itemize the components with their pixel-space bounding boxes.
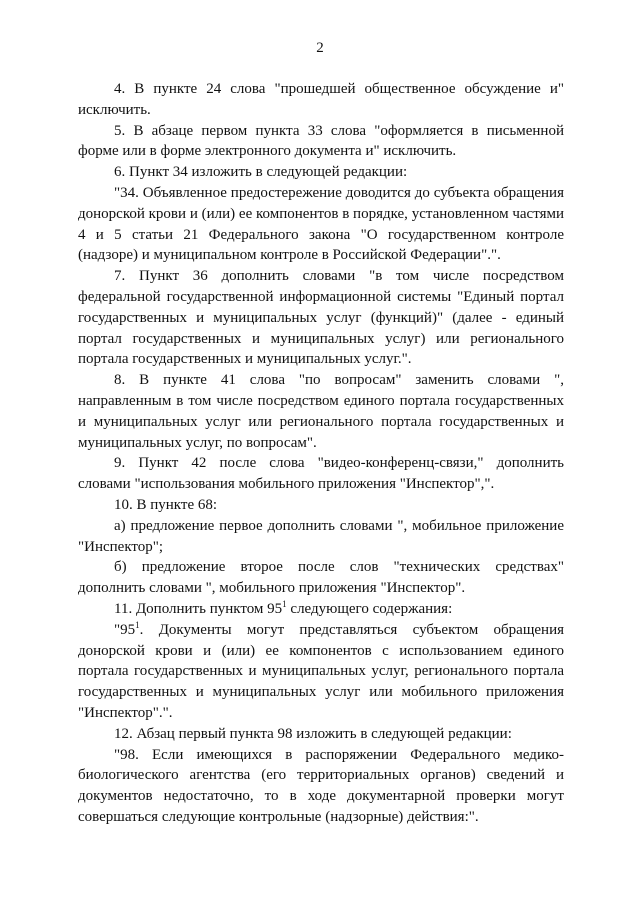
paragraph-quote-95-1	[78, 620, 564, 724]
paragraph-quote-34: "34. Объявленное предостережение доводится до субъекта обращения донорской крови и (или) ее компонентов в порядке, установленном частями 4 и 5 статьи 21 Федерального закона "О государственном контроле (надзоре) и муниципальном контроле в Российской Федерации".".	[78, 184, 564, 264]
paragraph-item-6: 6. Пункт 34 изложить в следующей редакции:	[114, 164, 408, 181]
document-body	[78, 79, 564, 828]
superscript-index: 1	[282, 598, 287, 609]
paragraph-item-10b: б) предложение второе после слов "технических средствах" дополнить словами ", мобильного приложения "Инспектор".	[78, 559, 564, 597]
paragraph-item-10a: а) предложение первое дополнить словами ", мобильное приложение "Инспектор";	[78, 517, 564, 555]
paragraph-item-8: 8. В пункте 41 слова "по вопросам" заменить словами ", направленным в том числе посредством единого портала государственных и муниципальных услуг или регионального портала государственных и муниципальных услуг, по вопросам".	[78, 372, 564, 451]
paragraph-item-11	[78, 599, 564, 620]
paragraph-text-end: . Документы могут представляться субъектом обращения донорской крови и (или) ее компонентов с использованием единого портала государственных и муниципальных услуг, регионального портала государственных и муниципальных услуг или мобильного приложения "Инспектор".".	[78, 621, 564, 721]
page-number: 2	[316, 40, 324, 56]
superscript-index: 1	[135, 619, 140, 630]
paragraph-item-9: 9. Пункт 42 после слова "видео-конференц-связи," дополнить словами "использования мобильного приложения "Инспектор",".	[78, 455, 564, 493]
paragraph-quote-98: "98. Если имеющихся в распоряжении Федерального медико-биологического агентства (его территориальных органов) сведений и документов недостаточно, то в ходе документарной проверки могут совершаться следующие контрольные (надзорные) действия:".	[78, 746, 564, 825]
paragraph-item-10: 10. В пункте 68:	[114, 496, 218, 513]
paragraph-text-start: "95	[114, 621, 136, 638]
paragraph-item-5: 5. В абзаце первом пункта 33 слова "оформляется в письменной форме или в форме электронного документа и" исключить.	[78, 122, 564, 160]
paragraph-item-4: 4. В пункте 24 слова "прошедшей общественное обсуждение и" исключить.	[78, 81, 564, 118]
paragraph-item-12: 12. Абзац первый пункта 98 изложить в следующей редакции:	[114, 725, 512, 742]
paragraph-text-start: 11. Дополнить пунктом 95	[114, 600, 283, 617]
paragraph-text-end: следующего содержания:	[286, 600, 453, 617]
paragraph-item-7: 7. Пункт 36 дополнить словами "в том числе посредством федеральной государственной информационной системы "Единый портал государственных и муниципальных услуг (функций)" (далее - единый портал государственных и муниципальных услуг) или регионального портала государственных и муниципальных услуг.".	[78, 268, 564, 368]
